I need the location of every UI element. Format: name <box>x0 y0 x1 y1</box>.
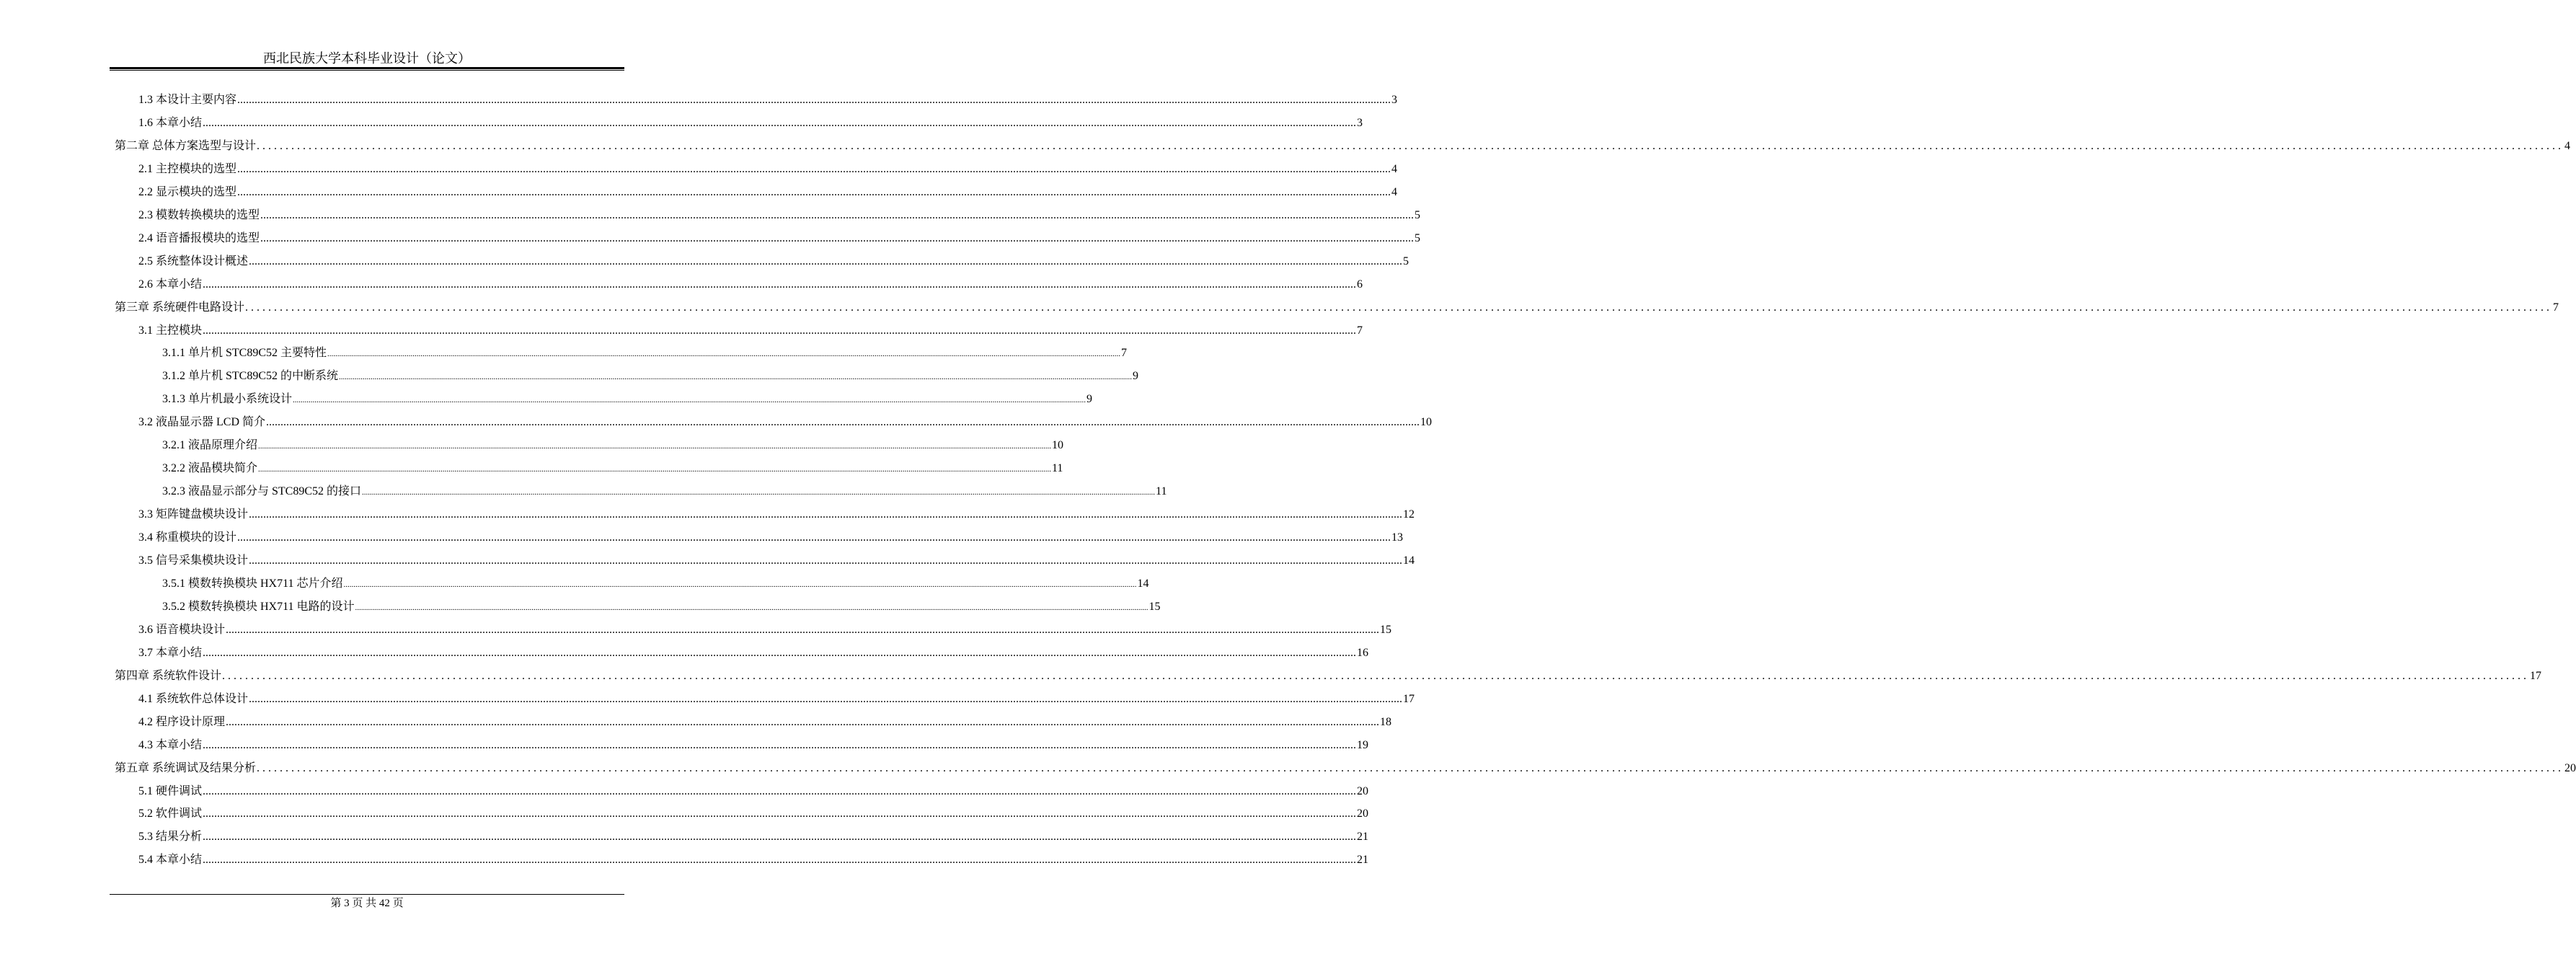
toc-entry-label: 3.3 矩阵键盘模块设计 <box>138 508 249 521</box>
toc-entry-label: 2.4 语音播报模块的选型 <box>138 231 260 244</box>
toc-entry-page: 18 <box>1380 715 1392 728</box>
toc-dot-leader: ................................................................................................................................................................................................................................................................................................................................................................................................................ <box>203 808 1357 820</box>
toc-entry-label: 3.5.1 模数转换模块 HX711 芯片介绍 <box>162 577 343 590</box>
toc-entry-page: 15 <box>1148 600 1161 613</box>
toc-entry[interactable] <box>138 735 1369 756</box>
toc-entry-label: 4.1 系统软件总体设计 <box>138 692 249 705</box>
toc-dot-leader: ................................................................................................................................................................................................................................................................................................................................................................................................................ <box>222 669 2530 682</box>
toc-entry[interactable] <box>162 389 1093 410</box>
toc-entry[interactable] <box>138 849 1369 871</box>
toc-entry-page: 12 <box>1403 508 1415 521</box>
toc-dot-leader: ................................................................................................................................................................................................................................................................................................................................................................................................................ <box>260 231 1415 244</box>
toc-entry-page: 20 <box>2564 761 2576 774</box>
footer-rule <box>110 894 624 895</box>
toc-entry[interactable] <box>138 112 1363 134</box>
toc-entry-page: 3 <box>1357 116 1363 129</box>
toc-entry[interactable] <box>138 550 1415 572</box>
toc-entry-page: 17 <box>2530 669 2542 682</box>
toc-entry[interactable] <box>138 712 1392 733</box>
toc-entry-page: 5 <box>1415 208 1421 221</box>
toc-entry-label: 3.7 本章小结 <box>138 646 203 659</box>
toc-entry-page: 5 <box>1415 231 1421 244</box>
toc-entry-label: 3.2.2 液晶模块简介 <box>162 462 258 475</box>
toc-dot-leader: ................................................................................................................................................................................................................................................................................................................................................................................................................ <box>260 208 1415 221</box>
toc-entry[interactable] <box>138 689 1415 710</box>
toc-entry-label: 第三章 系统硬件电路设计 <box>115 301 245 314</box>
toc-entry[interactable] <box>138 619 1392 641</box>
toc-entry[interactable] <box>138 251 1409 273</box>
toc-entry[interactable] <box>162 458 1063 479</box>
toc-entry-label: 第四章 系统软件设计 <box>115 669 222 682</box>
toc-dot-leader: ................................................................................................................................................................................................................................................................................................................................................................................................................ <box>362 488 1156 497</box>
toc-dot-leader: ................................................................................................................................................................................................................................................................................................................................................................................................................ <box>237 531 1391 544</box>
toc-dot-leader: ................................................................................................................................................................................................................................................................................................................................................................................................................ <box>203 831 1357 844</box>
toc-dot-leader: ................................................................................................................................................................................................................................................................................................................................................................................................................ <box>258 465 1052 474</box>
toc-entry-label: 2.1 主控模块的选型 <box>138 162 237 175</box>
toc-entry-page: 15 <box>1380 623 1392 636</box>
header-rule-thick <box>110 67 624 69</box>
toc-dot-leader: ................................................................................................................................................................................................................................................................................................................................................................................................................ <box>249 692 1403 705</box>
toc-entry[interactable] <box>138 89 1398 111</box>
toc-entry-label: 3.2 液晶显示器 LCD 简介 <box>138 416 266 429</box>
toc-entry-page: 7 <box>1357 324 1363 337</box>
toc-entry-label: 5.2 软件调试 <box>138 808 203 820</box>
toc-entry[interactable] <box>138 781 1369 802</box>
toc-entry-label: 3.1.2 单片机 STC89C52 的中断系统 <box>162 370 339 383</box>
toc-entry-label: 第五章 系统调试及结果分析 <box>115 761 257 774</box>
toc-entry-page: 21 <box>1357 854 1369 867</box>
toc-entry-page: 4 <box>1391 162 1398 175</box>
toc-entry-page: 21 <box>1357 831 1369 844</box>
toc-entry-page: 7 <box>2553 301 2559 314</box>
toc-entry-page: 16 <box>1357 646 1369 659</box>
toc-dot-leader: ................................................................................................................................................................................................................................................................................................................................................................................................................ <box>245 301 2553 314</box>
toc-entry-label: 3.4 称重模块的设计 <box>138 531 237 544</box>
toc-entry[interactable] <box>162 435 1064 456</box>
toc-entry-page: 13 <box>1391 531 1404 544</box>
toc-dot-leader: ................................................................................................................................................................................................................................................................................................................................................................................................................ <box>327 350 1121 359</box>
toc-dot-leader: ................................................................................................................................................................................................................................................................................................................................................................................................................ <box>293 396 1086 405</box>
toc-entry[interactable] <box>138 159 1398 180</box>
toc-entry[interactable] <box>138 642 1369 664</box>
toc-dot-leader: ................................................................................................................................................................................................................................................................................................................................................................................................................ <box>237 185 1391 198</box>
toc-entry-page: 14 <box>1403 554 1415 567</box>
toc-entry-label: 2.2 显示模块的选型 <box>138 185 237 198</box>
toc-dot-leader: ................................................................................................................................................................................................................................................................................................................................................................................................................ <box>249 508 1403 521</box>
toc-entry[interactable] <box>115 297 2559 319</box>
toc-entry[interactable] <box>162 596 1161 618</box>
toc-entry-page: 11 <box>1052 462 1063 475</box>
toc-entry-label: 3.1.3 单片机最小系统设计 <box>162 393 293 406</box>
toc-entry-page: 9 <box>1133 370 1139 383</box>
toc-entry-label: 3.2.1 液晶原理介绍 <box>162 439 258 452</box>
toc-entry-page: 19 <box>1357 738 1369 751</box>
toc-entry[interactable] <box>138 504 1415 526</box>
toc-entry-label: 3.1 主控模块 <box>138 324 203 337</box>
toc-entry-label: 1.3 本设计主要内容 <box>138 94 237 106</box>
toc-dot-leader: ................................................................................................................................................................................................................................................................................................................................................................................................................ <box>203 278 1357 291</box>
page-header-title: 西北民族大学本科毕业设计（论文） <box>263 51 471 66</box>
toc-entry-page: 3 <box>1391 94 1398 106</box>
toc-dot-leader: ................................................................................................................................................................................................................................................................................................................................................................................................................ <box>257 761 2564 774</box>
toc-dot-leader: ................................................................................................................................................................................................................................................................................................................................................................................................................ <box>226 715 1380 728</box>
header-rule-thin <box>110 70 624 71</box>
toc-entry-label: 4.2 程序设计原理 <box>138 715 226 728</box>
toc-entry[interactable] <box>138 228 1421 249</box>
toc-dot-leader: ................................................................................................................................................................................................................................................................................................................................................................................................................ <box>343 580 1137 589</box>
toc-dot-leader: ................................................................................................................................................................................................................................................................................................................................................................................................................ <box>237 162 1391 175</box>
toc-entry[interactable] <box>115 665 2542 687</box>
toc-entry-label: 5.1 硬件调试 <box>138 784 203 797</box>
toc-entry-page: 5 <box>1403 255 1409 267</box>
toc-entry-label: 1.6 本章小结 <box>138 116 203 129</box>
toc-dot-leader: ................................................................................................................................................................................................................................................................................................................................................................................................................ <box>257 139 2564 152</box>
toc-entry-label: 3.6 语音模块设计 <box>138 623 226 636</box>
toc-entry-page: 17 <box>1403 692 1415 705</box>
toc-dot-leader: ................................................................................................................................................................................................................................................................................................................................................................................................................ <box>203 646 1357 659</box>
toc-dot-leader: ................................................................................................................................................................................................................................................................................................................................................................................................................ <box>203 116 1357 129</box>
toc-entry-page: 14 <box>1137 577 1149 590</box>
toc-entry-label: 2.5 系统整体设计概述 <box>138 255 249 267</box>
toc-entry-label: 3.1.1 单片机 STC89C52 主要特性 <box>162 347 327 360</box>
toc-entry[interactable] <box>115 136 2571 157</box>
toc-entry[interactable] <box>138 320 1363 342</box>
toc-entry-label: 2.6 本章小结 <box>138 278 203 291</box>
toc-dot-leader: ................................................................................................................................................................................................................................................................................................................................................................................................................ <box>249 255 1403 267</box>
toc-entry-page: 9 <box>1086 393 1093 406</box>
toc-entry-page: 4 <box>2564 139 2571 152</box>
toc-dot-leader: ................................................................................................................................................................................................................................................................................................................................................................................................................ <box>226 623 1380 636</box>
toc-entry-page: 6 <box>1357 278 1363 291</box>
toc-entry[interactable] <box>162 342 1128 364</box>
toc-entry[interactable] <box>138 412 1433 433</box>
toc-entry-label: 2.3 模数转换模块的选型 <box>138 208 260 221</box>
toc-entry-label: 5.4 本章小结 <box>138 854 203 867</box>
toc-entry-label: 3.5.2 模数转换模块 HX711 电路的设计 <box>162 600 355 613</box>
toc-entry-label: 3.5 信号采集模块设计 <box>138 554 249 567</box>
toc-dot-leader: ................................................................................................................................................................................................................................................................................................................................................................................................................ <box>258 442 1052 451</box>
toc-entry-page: 10 <box>1052 439 1064 452</box>
toc-entry-page: 7 <box>1121 347 1128 360</box>
toc-dot-leader: ................................................................................................................................................................................................................................................................................................................................................................................................................ <box>237 94 1391 106</box>
toc-entry[interactable] <box>115 758 2576 779</box>
toc-entry-page: 10 <box>1420 416 1433 429</box>
toc-dot-leader: ................................................................................................................................................................................................................................................................................................................................................................................................................ <box>249 554 1403 567</box>
page-footer-number: 第 3 页 共 42 页 <box>330 898 404 909</box>
toc-dot-leader: ................................................................................................................................................................................................................................................................................................................................................................................................................ <box>203 784 1357 797</box>
toc-dot-leader: ................................................................................................................................................................................................................................................................................................................................................................................................................ <box>266 416 1420 429</box>
toc-entry-label: 5.3 结果分析 <box>138 831 203 844</box>
toc-dot-leader: ................................................................................................................................................................................................................................................................................................................................................................................................................ <box>203 854 1357 867</box>
toc-entry[interactable] <box>162 366 1139 387</box>
toc-entry[interactable] <box>162 481 1167 503</box>
toc-entry-label: 第二章 总体方案选型与设计 <box>115 139 257 152</box>
toc-dot-leader: ................................................................................................................................................................................................................................................................................................................................................................................................................ <box>339 373 1133 382</box>
toc-entry-page: 20 <box>1357 784 1369 797</box>
toc-dot-leader: ................................................................................................................................................................................................................................................................................................................................................................................................................ <box>203 738 1357 751</box>
toc-entry-page: 20 <box>1357 808 1369 820</box>
toc-dot-leader: ................................................................................................................................................................................................................................................................................................................................................................................................................ <box>355 603 1148 612</box>
toc-entry[interactable] <box>138 803 1369 825</box>
toc-entry-label: 3.2.3 液晶显示部分与 STC89C52 的接口 <box>162 485 362 498</box>
toc-entry[interactable] <box>138 205 1421 226</box>
toc-entry[interactable] <box>138 182 1398 203</box>
toc-entry-page: 11 <box>1156 485 1167 498</box>
toc-entry[interactable] <box>162 573 1149 595</box>
toc-entry[interactable] <box>138 274 1363 296</box>
toc-entry[interactable] <box>138 826 1369 848</box>
toc-entry-label: 4.3 本章小结 <box>138 738 203 751</box>
toc-entry[interactable] <box>138 527 1404 549</box>
toc-dot-leader: ................................................................................................................................................................................................................................................................................................................................................................................................................ <box>203 324 1357 337</box>
toc-entry-page: 4 <box>1391 185 1398 198</box>
